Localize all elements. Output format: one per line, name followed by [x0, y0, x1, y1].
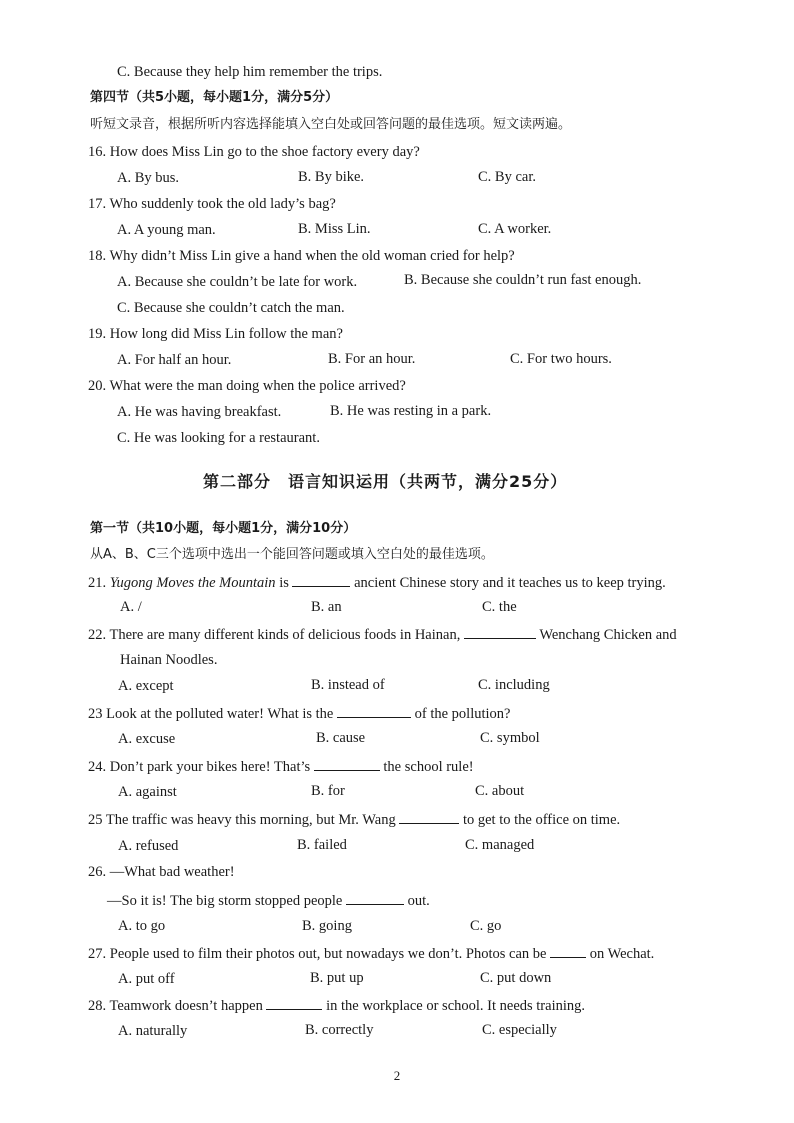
question-28: [88, 995, 585, 1015]
q22-text: 22. There are many different kinds of delicious foods in Hainan,: [88, 627, 461, 643]
q27-option-a: A. put off: [118, 971, 175, 987]
q28-text-end: in the workplace or school. It needs training.: [326, 998, 586, 1014]
q23-option-b: B. cause: [316, 730, 366, 746]
page-number: 2: [393, 1068, 401, 1083]
q21-title: Yugong Moves the Mountain: [109, 575, 276, 591]
q27-text-end: on Wechat.: [589, 946, 655, 962]
question-25: [88, 809, 620, 829]
q27-text: 27. People used to film their photos out, but nowadays we don’t. Photos can be: [88, 946, 547, 962]
q28-option-c: C. especially: [482, 1022, 557, 1038]
question-19: 19. How long did Miss Lin follow the man?: [88, 326, 343, 342]
answer-blank: [337, 703, 411, 718]
q25-text-end: to get to the office on time.: [462, 812, 621, 828]
q21-text-end: ancient Chinese story and it teaches us to keep trying.: [354, 575, 666, 591]
q21-option-a: A. /: [120, 599, 142, 615]
q22-option-c: C. including: [478, 677, 550, 693]
answer-blank: [314, 756, 380, 771]
q23-option-a: A. excuse: [118, 731, 176, 747]
q24-text-end: the school rule!: [383, 759, 474, 775]
q28-text: 28. Teamwork doesn’t happen: [88, 998, 263, 1014]
section4-heading: 第四节（共5小题，每小题1分，满分5分）: [90, 90, 339, 105]
answer-blank: [292, 572, 350, 587]
q19-option-a: A. For half an hour.: [117, 352, 232, 368]
answer-blank: [266, 995, 322, 1010]
question-16: 16. How does Miss Lin go to the shoe factory every day?: [88, 144, 420, 160]
q16-option-b: B. By bike.: [298, 169, 365, 185]
question-21: [88, 572, 666, 592]
q26-option-a: A. to go: [118, 918, 166, 934]
q22-option-a: A. except: [118, 678, 174, 694]
q23-text-end: of the pollution?: [414, 706, 511, 722]
answer-blank: [550, 943, 586, 958]
q15-option-c: C. Because they help him remember the trips.: [117, 64, 383, 80]
q27-option-c: C. put down: [480, 970, 552, 986]
q24-option-c: C. about: [475, 783, 525, 799]
q24-text: 24. Don’t park your bikes here! That’s: [88, 759, 311, 775]
q23-option-c: C. symbol: [480, 730, 540, 746]
q21-option-b: B. an: [311, 599, 342, 615]
q24-option-a: A. against: [118, 784, 177, 800]
q18-option-b: B. Because she couldn’t run fast enough.: [404, 272, 642, 288]
question-17: 17. Who suddenly took the old lady’s bag?: [88, 196, 336, 212]
q16-option-c: C. By car.: [478, 169, 536, 185]
q19-option-b: B. For an hour.: [328, 351, 416, 367]
question-23: [88, 703, 510, 723]
answer-blank: [464, 624, 536, 639]
q26-response: [107, 890, 430, 910]
q18-option-c: C. Because she couldn’t catch the man.: [117, 300, 345, 316]
question-18: 18. Why didn’t Miss Lin give a hand when the old woman cried for help?: [88, 248, 515, 264]
q19-option-c: C. For two hours.: [510, 351, 612, 367]
q22-option-b: B. instead of: [311, 677, 385, 693]
q25-option-a: A. refused: [118, 838, 179, 854]
section4-instruction: 听短文录音，根据所听内容选择能填入空白处或回答问题的最佳选项。短文读两遍。: [90, 117, 572, 132]
q24-option-b: B. for: [311, 783, 345, 799]
q17-option-c: C. A worker.: [478, 221, 552, 237]
q22-text-end: Wenchang Chicken and: [539, 627, 677, 643]
q27-option-b: B. put up: [310, 970, 364, 986]
q23-text: 23 Look at the polluted water! What is the: [88, 706, 334, 722]
q26-text: —So it is! The big storm stopped people: [107, 893, 343, 909]
q25-option-b: B. failed: [297, 837, 347, 853]
question-27: [88, 943, 654, 963]
question-26: 26. —What bad weather!: [88, 864, 235, 880]
question-24: [88, 756, 474, 776]
q17-option-a: A. A young man.: [117, 222, 216, 238]
q26-option-c: C. go: [470, 918, 502, 934]
q20-option-c: C. He was looking for a restaurant.: [117, 430, 320, 446]
q21-option-c: C. the: [482, 599, 517, 615]
question-22: [88, 624, 677, 644]
q20-option-b: B. He was resting in a park.: [330, 403, 492, 419]
answer-blank: [346, 890, 404, 905]
q28-option-b: B. correctly: [305, 1022, 374, 1038]
q20-option-a: A. He was having breakfast.: [117, 404, 282, 420]
q22-text-continued: Hainan Noodles.: [120, 652, 218, 668]
q26-text-end: out.: [407, 893, 430, 909]
part2-section1-instruction: 从A、B、C三个选项中选出一个能回答问题或填入空白处的最佳选项。: [90, 547, 494, 562]
q21-number: 21.: [88, 575, 107, 591]
part2-title: 第二部分 语言知识运用（共两节，满分25分）: [203, 472, 568, 491]
part2-section1-heading: 第一节（共10小题，每小题1分，满分10分）: [90, 521, 357, 536]
q18-option-a: A. Because she couldn’t be late for work.: [117, 274, 358, 290]
answer-blank: [399, 809, 459, 824]
q28-option-a: A. naturally: [118, 1023, 188, 1039]
q25-text: 25 The traffic was heavy this morning, but Mr. Wang: [88, 812, 396, 828]
q17-option-b: B. Miss Lin.: [298, 221, 371, 237]
q26-option-b: B. going: [302, 918, 352, 934]
question-20: 20. What were the man doing when the police arrived?: [88, 378, 406, 394]
q21-text: is: [275, 575, 289, 591]
q25-option-c: C. managed: [465, 837, 535, 853]
q16-option-a: A. By bus.: [117, 170, 180, 186]
